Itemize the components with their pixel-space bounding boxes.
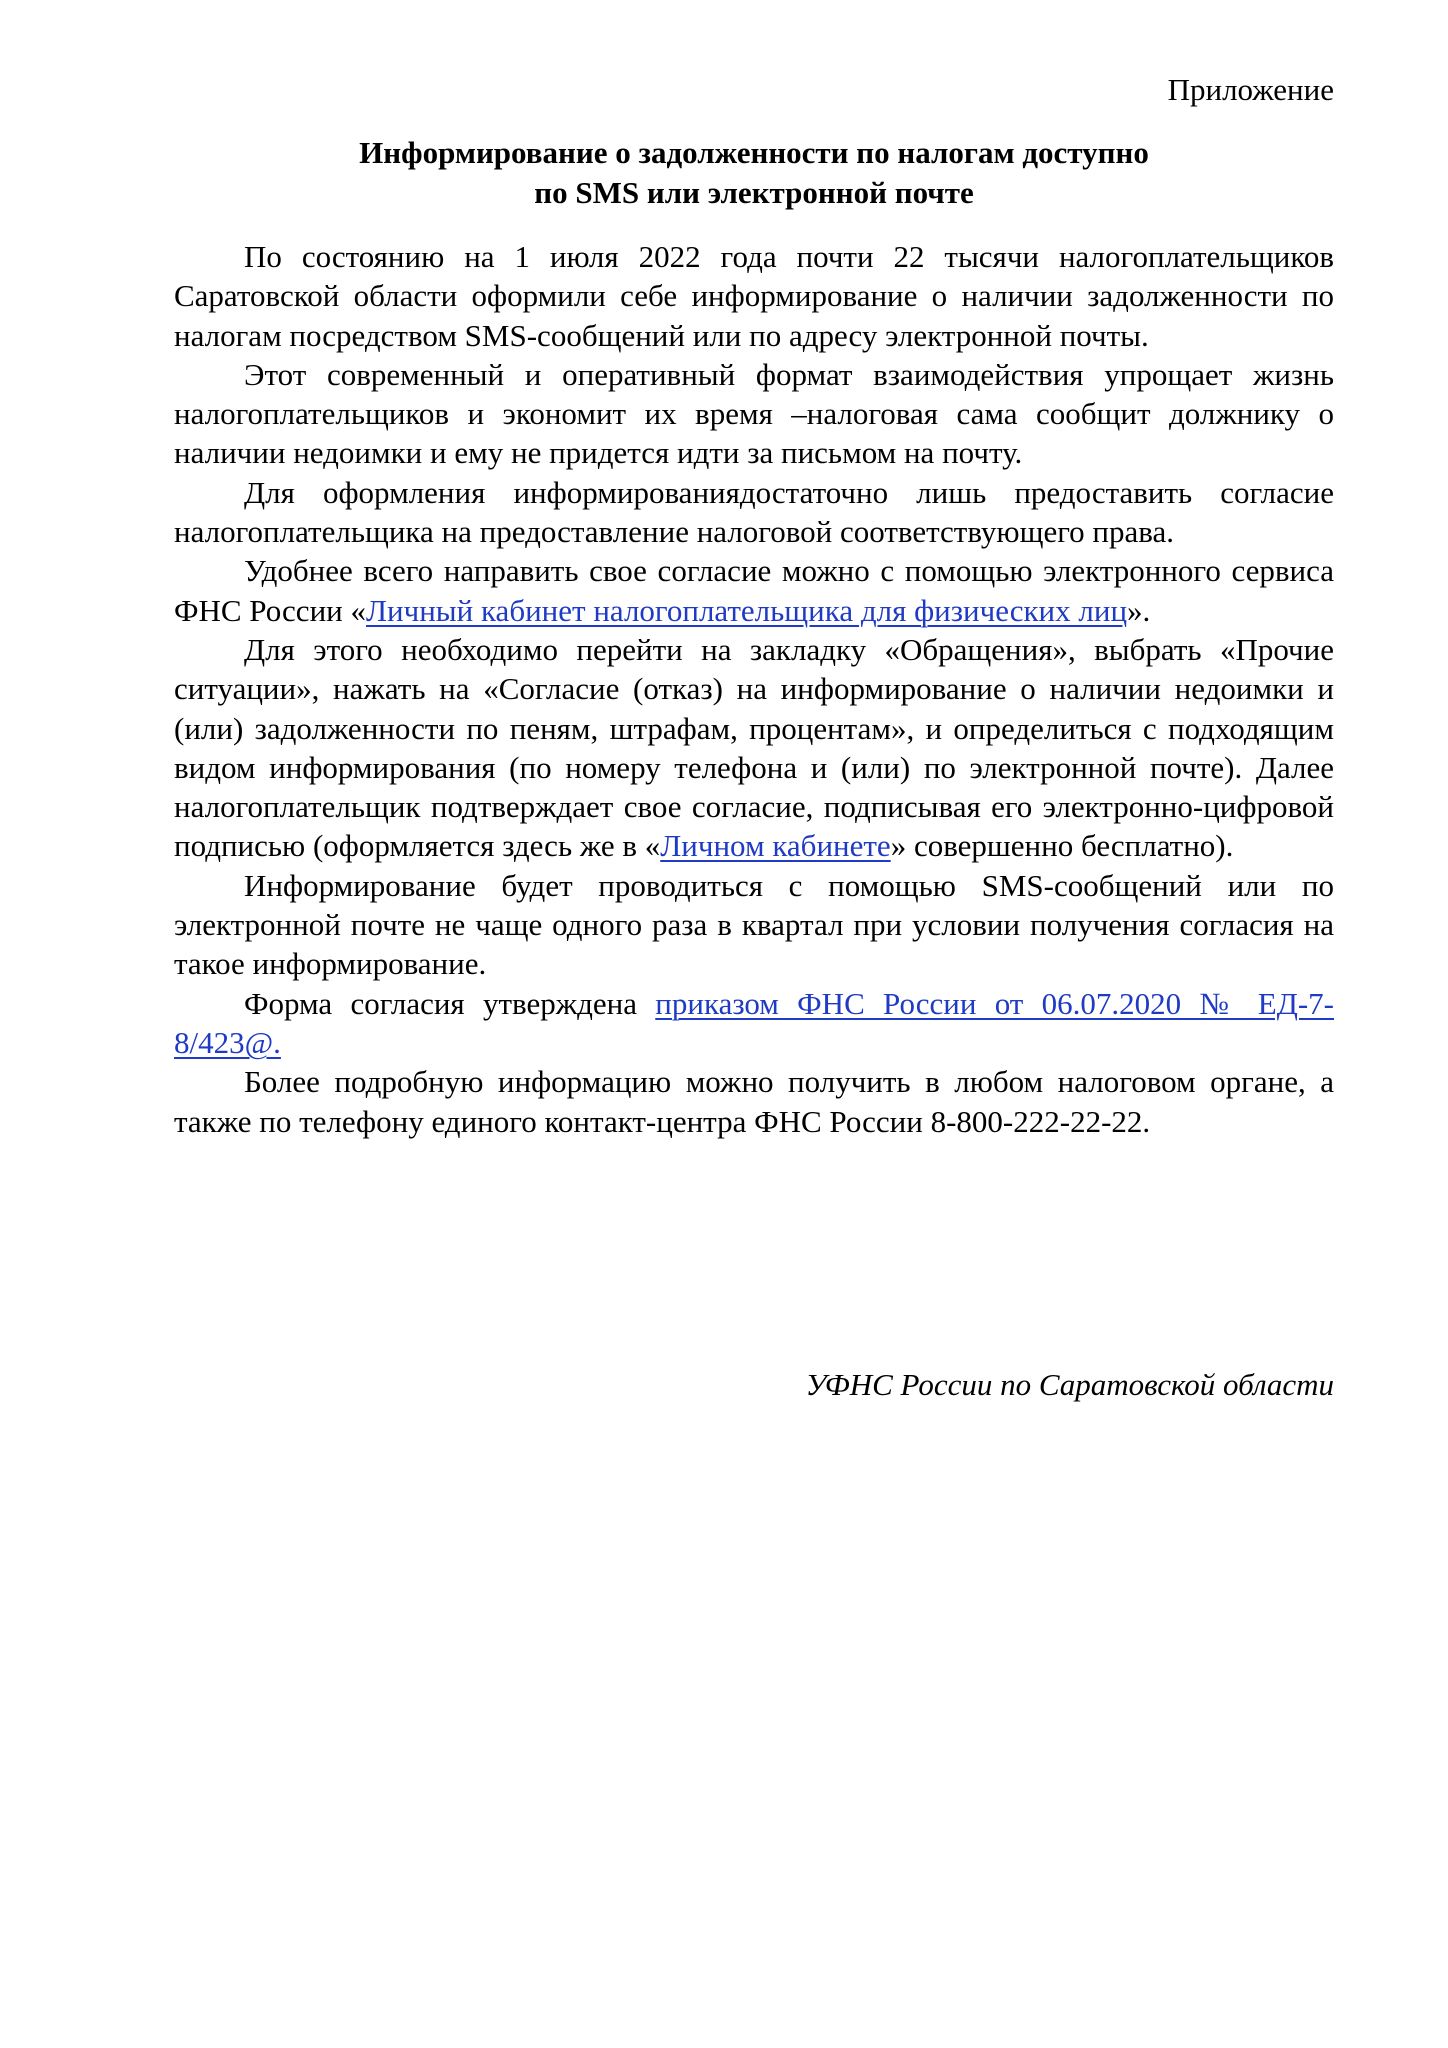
title-line-2: по SMS или электронной почте (534, 175, 974, 210)
paragraph-3: Для оформления информированиядостаточно лишь предоставить согласие налогоплательщика на предоставление налоговой соответствующего права. (174, 474, 1334, 550)
personal-account-link[interactable]: Личный кабинет налогоплательщика для физических лиц (366, 592, 1128, 628)
title-line-1: Информирование о задолженности по налогам доступно (359, 135, 1149, 170)
paragraph-4 (174, 551, 1334, 630)
paragraph-4-text-before: Удобнее всего направить свое согласие можно с помощью электронного сервиса ФНС России « (174, 553, 1334, 628)
paragraph-6: Информирование будет проводиться с помощью SMS-сообщений или по электронной почте не чаще одного раза в квартал при условии получения согласия на такое информирование. (174, 867, 1334, 982)
paragraph-7 (174, 984, 1334, 1063)
paragraph-2: Этот современный и оперативный формат взаимодействия упрощает жизнь налогоплательщиков и экономит их время –налоговая сама сообщит должнику о наличии недоимки и ему не придется идти за письмом на почту. (174, 356, 1334, 471)
fns-order-link[interactable]: приказом ФНС России от 06.07.2020 № ЕД-7-8/423@. (174, 985, 1334, 1060)
paragraph-5-text-before: Для этого необходимо перейти на закладку «Обращения», выбрать «Прочие ситуации», нажать на «Согласие (отказ) на информирование о наличии недоимки и (или) задолженности по пеням, штрафам, процентам», и определиться с подходящим видом информирования (по номеру телефона и (или) по электронной почте). Далее налогоплательщик подтверждает свое согласие, подписывая его электронно-цифровой подписью (оформляется здесь же в « (174, 631, 1334, 864)
paragraph-5-text-after: » совершенно бесплатно). (890, 828, 1234, 864)
paragraph-8: Более подробную информацию можно получить в любом налоговом органе, а также по телефону единого контакт-центра ФНС России 8-800-222-22-22. (174, 1064, 1334, 1139)
paragraph-5 (174, 630, 1334, 866)
signature: УФНС России по Саратовской области (805, 1367, 1334, 1402)
paragraph-1: По состоянию на 1 июля 2022 года почти 22 тысячи налогоплательщиков Саратовской области оформили себе информирование о наличии задолженности по налогам посредством SMS-сообщений или по адресу электронной почты. (174, 239, 1334, 353)
document-title (174, 133, 1334, 213)
paragraph-4-text-after: ». (1127, 592, 1151, 628)
annex-label: Приложение (1167, 72, 1334, 107)
document-body (174, 237, 1334, 1141)
paragraph-7-text-before: Форма согласия утверждена (244, 985, 656, 1021)
personal-cabinet-link[interactable]: Личном кабинете (660, 828, 891, 864)
